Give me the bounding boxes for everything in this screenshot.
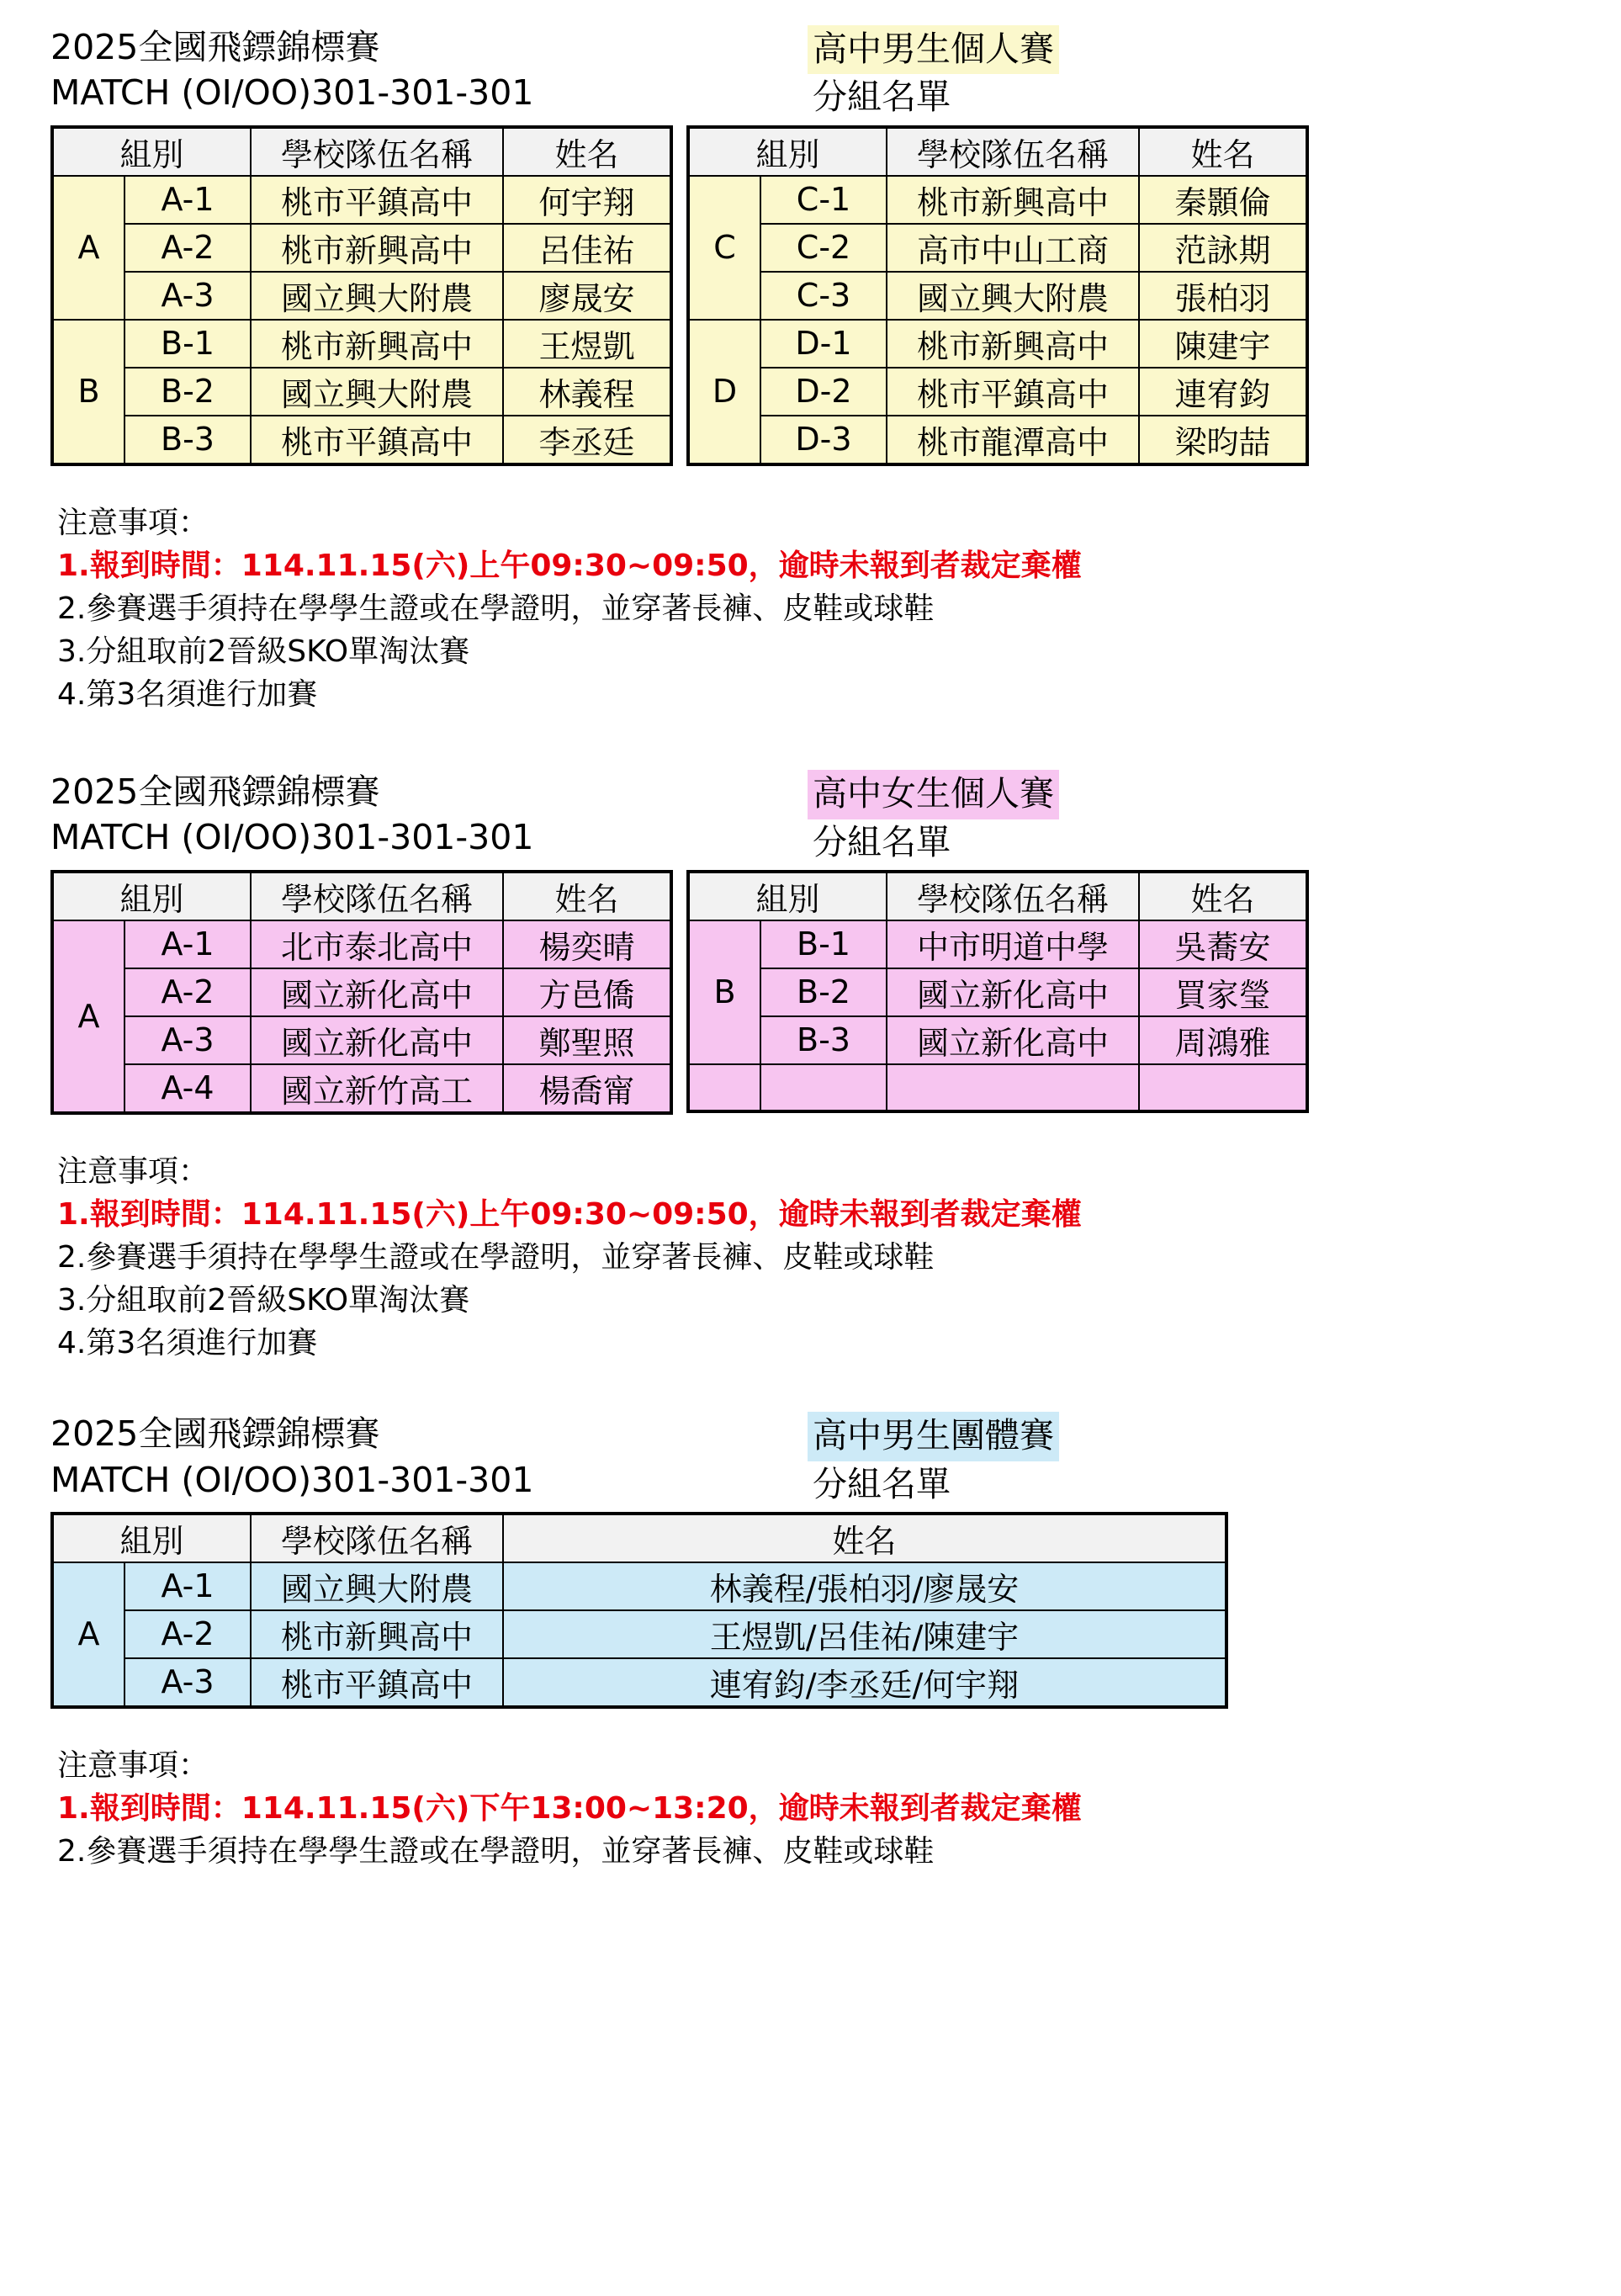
table-row-empty	[688, 1064, 1307, 1111]
note-item: 2.參賽選手須持在學學生證或在學證明，並穿著長褲、皮鞋或球鞋	[57, 591, 935, 626]
seed-code: A-1	[124, 176, 251, 224]
school-name: 國立興大附農	[887, 272, 1139, 320]
table-header-row	[52, 872, 671, 920]
school-name: 桃市新興高中	[887, 320, 1139, 368]
seed-code: A-4	[124, 1064, 251, 1113]
player-name: 吳蕎安	[1139, 920, 1307, 968]
table-row	[52, 224, 671, 272]
school-name: 桃市新興高中	[251, 224, 503, 272]
table-row	[52, 176, 671, 224]
section-boys-individual	[50, 25, 1571, 716]
table-row	[688, 224, 1307, 272]
player-name: 周鴻雅	[1139, 1016, 1307, 1064]
group-table-left	[50, 125, 673, 466]
seed-code: C-2	[760, 224, 887, 272]
notes-block	[50, 1744, 1571, 1873]
note-item: 1.報到時間：114.11.15(六)上午09:30~09:50，逾時未報到者裁定棄權	[57, 548, 1082, 583]
player-name: 王煜凱	[503, 320, 671, 368]
group-label: B	[52, 320, 124, 464]
col-header-school: 學校隊伍名稱	[251, 1514, 503, 1562]
empty-cell	[688, 1064, 760, 1111]
school-name: 桃市龍潭高中	[887, 416, 1139, 464]
seed-code: D-2	[760, 368, 887, 416]
category-badge: 高中男生個人賽	[808, 25, 1059, 74]
table-row	[52, 968, 671, 1016]
player-name: 楊奕晴	[503, 920, 671, 968]
seed-code: C-3	[760, 272, 887, 320]
table-row	[688, 320, 1307, 368]
notes-label: 注意事項：	[57, 1747, 209, 1783]
player-names: 連宥鈞/李丞廷/何宇翔	[503, 1658, 1226, 1707]
seed-code: A-1	[124, 1562, 251, 1610]
empty-cell	[760, 1064, 887, 1111]
seed-code: A-3	[124, 272, 251, 320]
school-name: 桃市新興高中	[251, 1610, 503, 1658]
col-header-school: 學校隊伍名稱	[251, 872, 503, 920]
section-header-left	[50, 1412, 791, 1502]
notes-block	[50, 1150, 1571, 1365]
school-name: 桃市平鎮高中	[887, 368, 1139, 416]
table-row	[688, 1016, 1307, 1064]
group-table-left	[50, 870, 673, 1115]
match-format: MATCH (OI/OO)301-301-301	[50, 72, 534, 114]
table-row	[688, 272, 1307, 320]
group-label: B	[688, 920, 760, 1064]
group-table-right	[686, 125, 1309, 466]
table-row	[688, 176, 1307, 224]
section-header-left	[50, 770, 791, 860]
table-row	[52, 272, 671, 320]
player-name: 連宥鈞	[1139, 368, 1307, 416]
player-name: 何宇翔	[503, 176, 671, 224]
section-spacer	[50, 1373, 1571, 1412]
note-item: 4.第3名須進行加賽	[57, 677, 318, 713]
player-name: 李丞廷	[503, 416, 671, 464]
seed-code: B-2	[760, 968, 887, 1016]
col-header-group: 組別	[52, 872, 251, 920]
table-header-row	[52, 127, 671, 176]
col-header-name: 姓名	[1139, 872, 1307, 920]
match-format: MATCH (OI/OO)301-301-301	[50, 1459, 534, 1500]
note-item: 1.報到時間：114.11.15(六)上午09:30~09:50，逾時未報到者裁定棄權	[57, 1196, 1082, 1232]
school-name: 桃市平鎮高中	[251, 1658, 503, 1707]
note-item: 2.參賽選手須持在學學生證或在學證明，並穿著長褲、皮鞋或球鞋	[57, 1239, 935, 1275]
group-label: C	[688, 176, 760, 320]
seed-code: A-2	[124, 1610, 251, 1658]
seed-code: B-1	[124, 320, 251, 368]
table-row	[52, 368, 671, 416]
subtitle-label: 分組名單	[813, 1463, 951, 1504]
seed-code: B-1	[760, 920, 887, 968]
school-name: 國立興大附農	[251, 368, 503, 416]
player-name: 呂佳祐	[503, 224, 671, 272]
seed-code: A-2	[124, 224, 251, 272]
section-boys-team	[50, 1412, 1571, 1873]
school-name: 國立新化高中	[887, 968, 1139, 1016]
seed-code: B-3	[124, 416, 251, 464]
table-row	[52, 1064, 671, 1113]
school-name: 桃市新興高中	[887, 176, 1139, 224]
note-item: 3.分組取前2晉級SKO單淘汰賽	[57, 634, 470, 669]
category-badge: 高中男生團體賽	[808, 1412, 1059, 1461]
col-header-school: 學校隊伍名稱	[887, 872, 1139, 920]
player-name: 林義程	[503, 368, 671, 416]
school-name: 北市泰北高中	[251, 920, 503, 968]
col-header-name: 姓名	[503, 872, 671, 920]
col-header-name: 姓名	[503, 127, 671, 176]
table-header-row	[52, 1514, 1226, 1562]
group-label: A	[52, 176, 124, 320]
seed-code: A-2	[124, 968, 251, 1016]
page-title: 2025全國飛鏢錦標賽	[50, 1413, 380, 1455]
col-header-school: 學校隊伍名稱	[251, 127, 503, 176]
school-name: 國立新化高中	[887, 1016, 1139, 1064]
group-label: A	[52, 1562, 124, 1707]
col-header-group: 組別	[688, 872, 887, 920]
school-name: 桃市平鎮高中	[251, 176, 503, 224]
col-header-school: 學校隊伍名稱	[887, 127, 1139, 176]
subtitle-label: 分組名單	[813, 821, 951, 862]
category-badge: 高中女生個人賽	[808, 770, 1059, 819]
seed-code: D-1	[760, 320, 887, 368]
seed-code: C-1	[760, 176, 887, 224]
note-item: 2.參賽選手須持在學學生證或在學證明，並穿著長褲、皮鞋或球鞋	[57, 1834, 935, 1869]
player-name: 方邑僑	[503, 968, 671, 1016]
page-title: 2025全國飛鏢錦標賽	[50, 772, 380, 813]
school-name: 國立興大附農	[251, 272, 503, 320]
table-row	[52, 1658, 1226, 1707]
note-item: 1.報到時間：114.11.15(六)下午13:00~13:20，逾時未報到者裁定棄權	[57, 1790, 1082, 1826]
player-name: 買家瑩	[1139, 968, 1307, 1016]
school-name: 桃市平鎮高中	[251, 416, 503, 464]
tables-row	[50, 1512, 1571, 1709]
player-name: 范詠期	[1139, 224, 1307, 272]
table-row	[688, 920, 1307, 968]
table-row	[52, 1562, 1226, 1610]
player-name: 陳建宇	[1139, 320, 1307, 368]
player-name: 張柏羽	[1139, 272, 1307, 320]
tables-row	[50, 125, 1571, 466]
col-header-group: 組別	[52, 127, 251, 176]
note-item: 3.分組取前2晉級SKO單淘汰賽	[57, 1283, 470, 1318]
col-header-name: 姓名	[1139, 127, 1307, 176]
player-name: 梁昀喆	[1139, 416, 1307, 464]
player-name: 廖晟安	[503, 272, 671, 320]
group-label: D	[688, 320, 760, 464]
school-name: 國立新竹高工	[251, 1064, 503, 1113]
table-row	[52, 1016, 671, 1064]
table-row	[52, 320, 671, 368]
player-name: 鄭聖照	[503, 1016, 671, 1064]
subtitle-label: 分組名單	[813, 77, 951, 118]
page-title: 2025全國飛鏢錦標賽	[50, 27, 380, 67]
section-header-left	[50, 25, 791, 115]
player-names: 林義程/張柏羽/廖晟安	[503, 1562, 1226, 1610]
school-name: 桃市新興高中	[251, 320, 503, 368]
section-spacer	[50, 724, 1571, 770]
section-header	[50, 770, 1571, 865]
school-name: 國立新化高中	[251, 1016, 503, 1064]
player-name: 秦顥倫	[1139, 176, 1307, 224]
table-row	[52, 416, 671, 464]
section-girls-individual	[50, 770, 1571, 1365]
empty-cell	[1139, 1064, 1307, 1111]
col-header-group: 組別	[52, 1514, 251, 1562]
notes-label: 注意事項：	[57, 1153, 209, 1189]
notes-block	[50, 501, 1571, 717]
player-names: 王煜凱/呂佳祐/陳建宇	[503, 1610, 1226, 1658]
team-group-table	[50, 1512, 1228, 1709]
school-name: 高市中山工商	[887, 224, 1139, 272]
section-header-right	[791, 770, 1571, 865]
table-row	[688, 368, 1307, 416]
table-row	[688, 968, 1307, 1016]
section-header	[50, 25, 1571, 120]
group-table-right	[686, 870, 1309, 1113]
col-header-group: 組別	[688, 127, 887, 176]
tables-row	[50, 870, 1571, 1115]
seed-code: A-3	[124, 1016, 251, 1064]
table-header-row	[688, 872, 1307, 920]
table-row	[52, 1610, 1226, 1658]
group-label: A	[52, 920, 124, 1113]
note-item: 4.第3名須進行加賽	[57, 1326, 318, 1361]
player-name: 楊喬甯	[503, 1064, 671, 1113]
table-row	[52, 920, 671, 968]
school-name: 國立興大附農	[251, 1562, 503, 1610]
col-header-name: 姓名	[503, 1514, 1226, 1562]
seed-code: A-3	[124, 1658, 251, 1707]
seed-code: B-3	[760, 1016, 887, 1064]
section-header	[50, 1412, 1571, 1507]
empty-cell	[887, 1064, 1139, 1111]
table-row	[688, 416, 1307, 464]
school-name: 中市明道中學	[887, 920, 1139, 968]
notes-label: 注意事項：	[57, 505, 209, 540]
seed-code: D-3	[760, 416, 887, 464]
section-header-right	[791, 25, 1571, 120]
school-name: 國立新化高中	[251, 968, 503, 1016]
match-format: MATCH (OI/OO)301-301-301	[50, 817, 534, 858]
seed-code: B-2	[124, 368, 251, 416]
section-header-right	[791, 1412, 1571, 1507]
table-header-row	[688, 127, 1307, 176]
seed-code: A-1	[124, 920, 251, 968]
